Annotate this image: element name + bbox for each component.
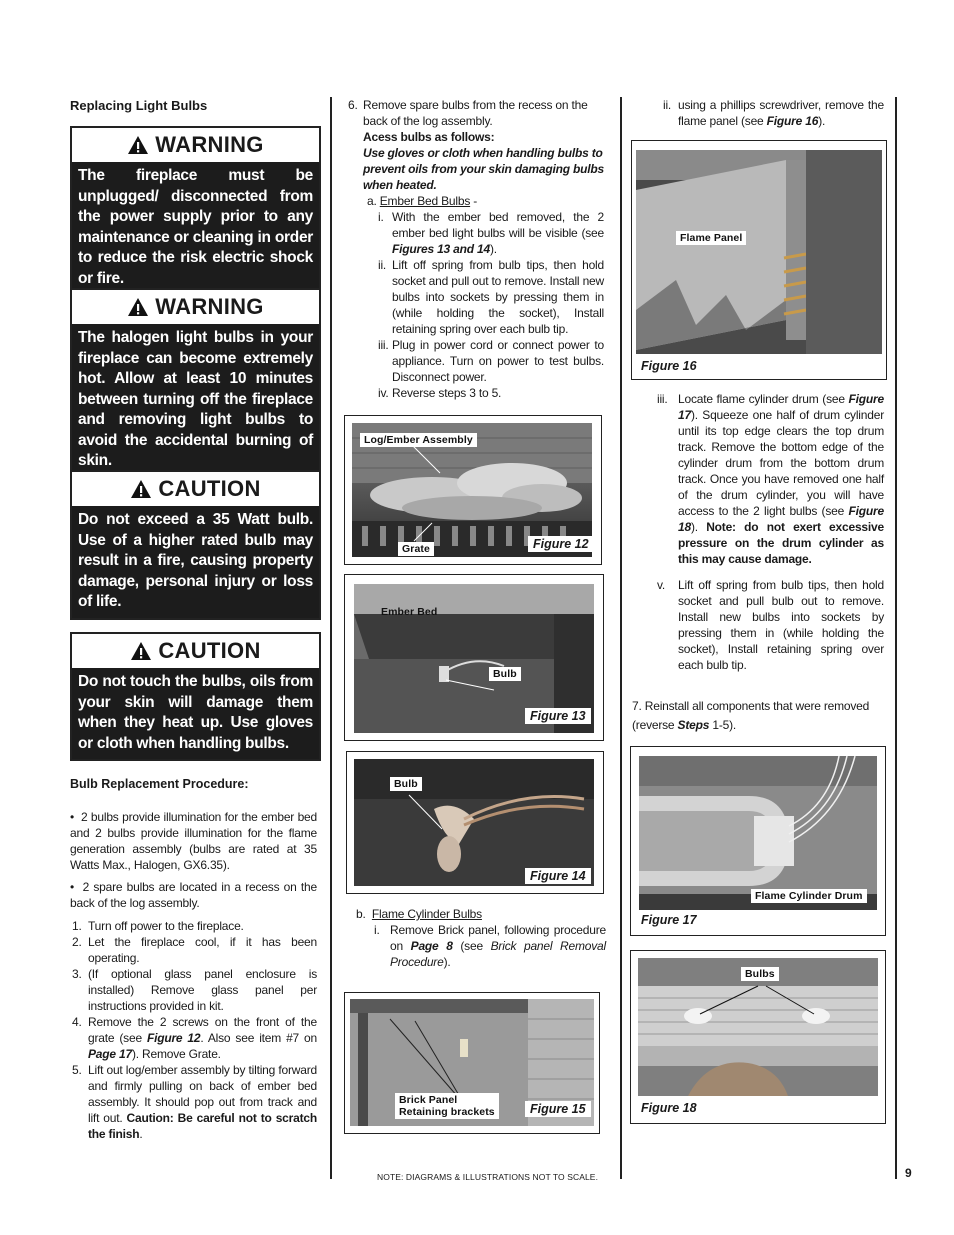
sub-b-iii: iii. Locate flame cylinder drum (see Figure 17). Squeeze one half of drum cylinder until its top edge clears the top drum track. Remove the bottom edge of the cylinder drum from the bottom drum track. Once you have removed one half of the drum cylinder, you will have access to the 2 light bulbs (see Figure 18). Note: do not exert excessive pressure on the drum cylinder as this may cause damage. — [657, 392, 884, 566]
figure-16 — [631, 140, 887, 380]
sub-b-v: v. Lift off spring from bulb tips, then hold socket and pull bulb out to remove. Install new bulbs into sockets by pressing them in (while holding the socket), Install retaining spring over each bulb tip. — [657, 578, 884, 672]
figure-13-caption: Figure 13 — [525, 708, 591, 724]
diagram-note: NOTE: DIAGRAMS & ILLUSTRATIONS NOT TO SCALE. — [377, 1172, 599, 1182]
warning-triangle-icon — [130, 641, 152, 661]
warning-triangle-icon — [127, 135, 149, 155]
figure-15 — [344, 992, 600, 1134]
sub-a-i: i. With the ember bed removed, the 2 ember bed light bulbs will be visible (see Figures 13 and 14). — [378, 210, 604, 256]
step-2: 2. Let the fireplace cool, if it has been operating. — [72, 935, 317, 965]
figure-15-caption: Figure 15 — [525, 1101, 591, 1117]
warning-text: The fireplace must be unplugged/ disconnected from the power supply prior to any maintenance or cleaning in order to reduce the risk electric shock or fire. — [72, 162, 319, 294]
figure-13 — [344, 574, 604, 741]
page-number: 9 — [905, 1166, 912, 1180]
figure-13-label-ember-bed: Ember Bed — [381, 606, 438, 618]
figure-12-label-grate: Grate — [398, 542, 434, 556]
caution-text: Do not exceed a 35 Watt bulb. Use of a higher rated bulb may result in a fire, causing property damage, personal injury or loss of life. — [72, 506, 319, 618]
step-1: 1. Turn off power to the fireplace. — [72, 919, 244, 933]
caution-text: Do not touch the bulbs, oils from your skin will damage them when they heat up. Use gloves or cloth when handling bulbs. — [72, 668, 319, 759]
section-title: Replacing Light Bulbs — [70, 98, 208, 113]
warning-triangle-icon — [130, 479, 152, 499]
figure-16-label-flame-panel: Flame Panel — [676, 231, 746, 245]
sub-a-iv: iv. Reverse steps 3 to 5. — [378, 386, 502, 400]
figure-18 — [630, 950, 886, 1124]
sub-b: b. Flame Cylinder Bulbs i. Remove Brick panel, following procedure on Page 8 (see Brick panel Removal Procedure). — [356, 907, 606, 969]
sub-a-ii: ii. Lift off spring from bulb tips, then hold socket and pull out to remove. Install new bulbs into sockets by pressing them in (while holding the socket), Install retaining spring over each bulb tip. — [378, 258, 604, 336]
warning-box-2 — [70, 288, 321, 479]
figure-14-caption: Figure 14 — [525, 868, 591, 884]
figure-18-label-bulbs: Bulbs — [741, 967, 779, 981]
warning-triangle-icon — [127, 297, 149, 317]
figure-15-label-brick-panel: Brick Panel Retaining brackets — [395, 1093, 499, 1119]
step-7: 7. Reinstall all components that were removed (reverse Steps 1-5). — [632, 699, 870, 732]
step-4: 4. Remove the 2 screws on the front of the grate (see Figure 12. Also see item #7 on Page 17). Remove Grate. — [72, 1015, 317, 1061]
flame-panel-illustration — [636, 150, 882, 354]
bullet-item-2: • 2 spare bulbs are located in a recess on the back of the log assembly. — [70, 880, 317, 910]
figure-14 — [346, 751, 604, 894]
figure-12-label-log-ember: Log/Ember Assembly — [360, 433, 477, 447]
caution-box-1 — [70, 470, 321, 620]
sub-a-iii: iii. Plug in power cord or connect power to appliance. Turn on power to test bulbs. Disconnect power. — [378, 338, 604, 384]
step-5: 5. Lift out log/ember assembly by tilting forward and firmly pulling on back of ember bed assembly. It should pop out from track and lift out. Caution: Be careful not to scratch the finish. — [72, 1063, 317, 1141]
figure-13-label-bulb: Bulb — [489, 667, 521, 681]
figure-17-photo — [639, 756, 877, 910]
step-list — [72, 918, 317, 1142]
column-divider-left — [330, 97, 332, 1179]
column-divider-right — [620, 97, 622, 1179]
figure-17-label-flame-cylinder-drum: Flame Cylinder Drum — [751, 889, 867, 903]
access-heading: Acess bulbs as follows: — [363, 130, 495, 144]
gloves-note: Use gloves or cloth when handling bulbs to prevent oils from your skin damaging bulbs when heated. — [363, 146, 604, 192]
caution-header: CAUTION — [72, 634, 319, 668]
figure-17 — [630, 746, 886, 936]
warning-header: WARNING — [72, 290, 319, 324]
sub-a: a. Ember Bed Bulbs - — [367, 194, 478, 208]
step-3: 3. (If optional glass panel enclosure is installed) Remove glass panel per instructions provided in kit. — [72, 967, 317, 1013]
warning-box-1 — [70, 126, 321, 296]
figure-17-caption: Figure 17 — [641, 913, 697, 927]
figure-12 — [344, 415, 602, 565]
figure-16-photo — [636, 150, 882, 354]
procedure-title: Bulb Replacement Procedure: — [70, 777, 249, 791]
warning-text: The halogen light bulbs in your fireplace can become extremely hot. Allow at least 10 minutes between turning off the fireplace and removing light bulbs to avoid the accidental burning of skin. — [72, 324, 319, 477]
step-6: 6. Remove spare bulbs from the recess on the back of the log assembly. Acess bulbs as follows: Use gloves or cloth when handling bulbs to prevent oils from your skin damaging bulbs when heated. a. Ember Bed Bulbs - i. With the ember bed removed, the 2 ember bed light bulbs will be visible (see Figures 13 and 14). ii. Lift off spring from bulb tips, then hold socket and pull out to remove. Install new bulbs into sockets by pressing them in (while holding the socket), Install retaining spring over each bulb tip. iii. Plug in power cord or connect power to appliance. Turn on power to test bulbs. Disconnect power. iv. Reverse steps 3 to 5. — [348, 98, 604, 400]
column-divider-edge — [895, 97, 897, 1179]
flame-cylinder-drum-illustration — [639, 756, 877, 910]
figure-18-caption: Figure 18 — [641, 1101, 697, 1115]
figure-14-label-bulb: Bulb — [390, 777, 422, 791]
warning-header: WARNING — [72, 128, 319, 162]
figure-12-caption: Figure 12 — [528, 536, 594, 552]
bullet-item-1: • 2 bulbs provide illumination for the ember bed and 2 bulbs provide illumination for the flame generation assembly (bulbs are rated at 35 Watts Max., Halogen, GX6.35). — [70, 810, 317, 872]
sub-b-ii: ii. using a phillips screwdriver, remove the flame panel (see Figure 16). — [663, 98, 884, 128]
figure-16-caption: Figure 16 — [641, 359, 697, 373]
caution-header: CAUTION — [72, 472, 319, 506]
sub-b-i: i. Remove Brick panel, following procedure on Page 8 (see Brick panel Removal Procedure). — [374, 923, 606, 969]
caution-box-2 — [70, 632, 321, 761]
